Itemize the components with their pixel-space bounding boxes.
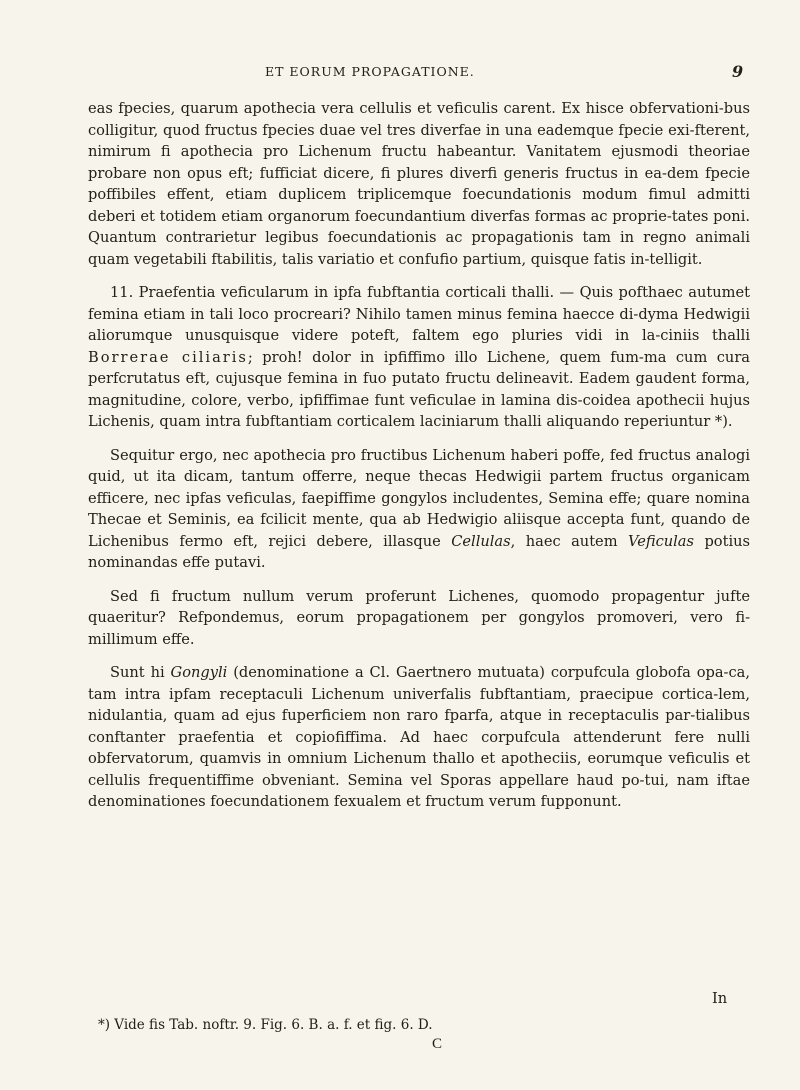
running-title: ET EORUM PROPAGATIONE.: [265, 64, 475, 79]
species-name: Borrerae ciliaris: [88, 348, 248, 366]
body-text: [88, 98, 750, 813]
term-gongyli: Gongyli: [170, 664, 228, 681]
paragraph-1: eas fpecies, quarum apothecia vera cellulis et veficulis carent. Ex hisce obfervationi-bus colligitur, quod fructus fpecies duae vel tres diverfae in una eademque fpecie exi-fterent, nimirum fi apothecia pro Lichenum fructu habeantur. Vanitatem ejusmodi theoriae probare non opus eft; fufficiat dicere, fi plures diverfi generis fructus in ea-dem fpecie poffibiles effent, etiam duplicem triplicemque foecundationis modum fimul admitti deberi et totidem etiam organorum foecundantium diverfas formas ac proprie-tates poni. Quantum contrarietur legibus foecundationis ac propagationis tam in regno animali quam vegetabili ftabilitis, talis variatio et confufio partium, quisque fatis in-telligit.: [88, 100, 750, 268]
footnote: *) Vide fis Tab. noftr. 9. Fig. 6. B. a. f. et fig. 6. D.: [98, 1017, 433, 1033]
paragraph-3: Sequitur ergo, nec apothecia pro fructibus Lichenum haberi poffe, fed fructus analogi quid, ut ita dicam, tantum offerre, neque thecas Hedwigii partem fructus organicam efficere, nec ipfas veficulas, faepiffime gongylos includentes, Semina effe; quare nomina Thecae et Seminis, ea fcilicit mente, qua ab Hedwigio aliisque accepta funt, quando de Lichenibus fermo eft, rejici debere, illasque Cellulas, haec autem Veficulas potius nominandas effe putavi.: [88, 446, 751, 571]
term-veficulas: Veficulas: [628, 532, 694, 550]
catchword: In: [712, 990, 728, 1007]
signature-mark: C: [432, 1036, 443, 1052]
paragraph-4: Sed fi fructum nullum verum proferunt Lichenes, quomodo propagentur jufte quaeritur? Refpondemus, eorum propagationem per gongylos promoveri, vero fi-millimum effe.: [88, 587, 750, 648]
page-header: [0, 64, 800, 88]
page-number: 9: [732, 62, 744, 81]
paragraph-5: Sunt hi Gongyli (denominatione a Cl. Gaertnero mutuata) corpufcula globofa opa-ca, tam intra ipfam receptaculi Lichenum univerfalis fubftantiam, praecipue cortica-lem, nidulantia, quam ad ejus fuperficiem non raro fparfa, atque in receptaculis par-tialibus conftanter praefentia et copiofiffima. Ad haec corpufcula attenderunt fere nulli obfervatorum, quamvis in omnium Lichenum thallo et apotheciis, eorumque veficulis et cellulis frequentiffime obveniant. Semina vel Sporas appellare haud po-tui, nam iftae denominationes foecundationem fexualem et fructum verum fupponunt.: [88, 664, 750, 810]
term-cellulas: Cellulas: [451, 532, 511, 550]
paragraph-2: 11. Praefentia veficularum in ipfa fubftantia corticali thalli. — Quis pofthaec autumet femina etiam in tali loco procreari? Nihilo tamen minus femina haecce di-dyma Hedwigii aliorumque unusquisque videre poteft, faltem ego pluries vidi in la-ciniis thalli Borrerae ciliaris; proh! dolor in ipfiffimo illo Lichene, quem fum-ma cum cura perfcrutatus eft, cujusque femina in fuo putato fructu delineavit. Eadem gaudent forma, magnitudine, colore, verbo, ipfiffimae funt veficulae in lamina dis-coidea apothecii hujus Lichenis, quam intra fubftantiam corticalem laciniarum thalli aliquando reperiuntur *).: [88, 284, 751, 430]
